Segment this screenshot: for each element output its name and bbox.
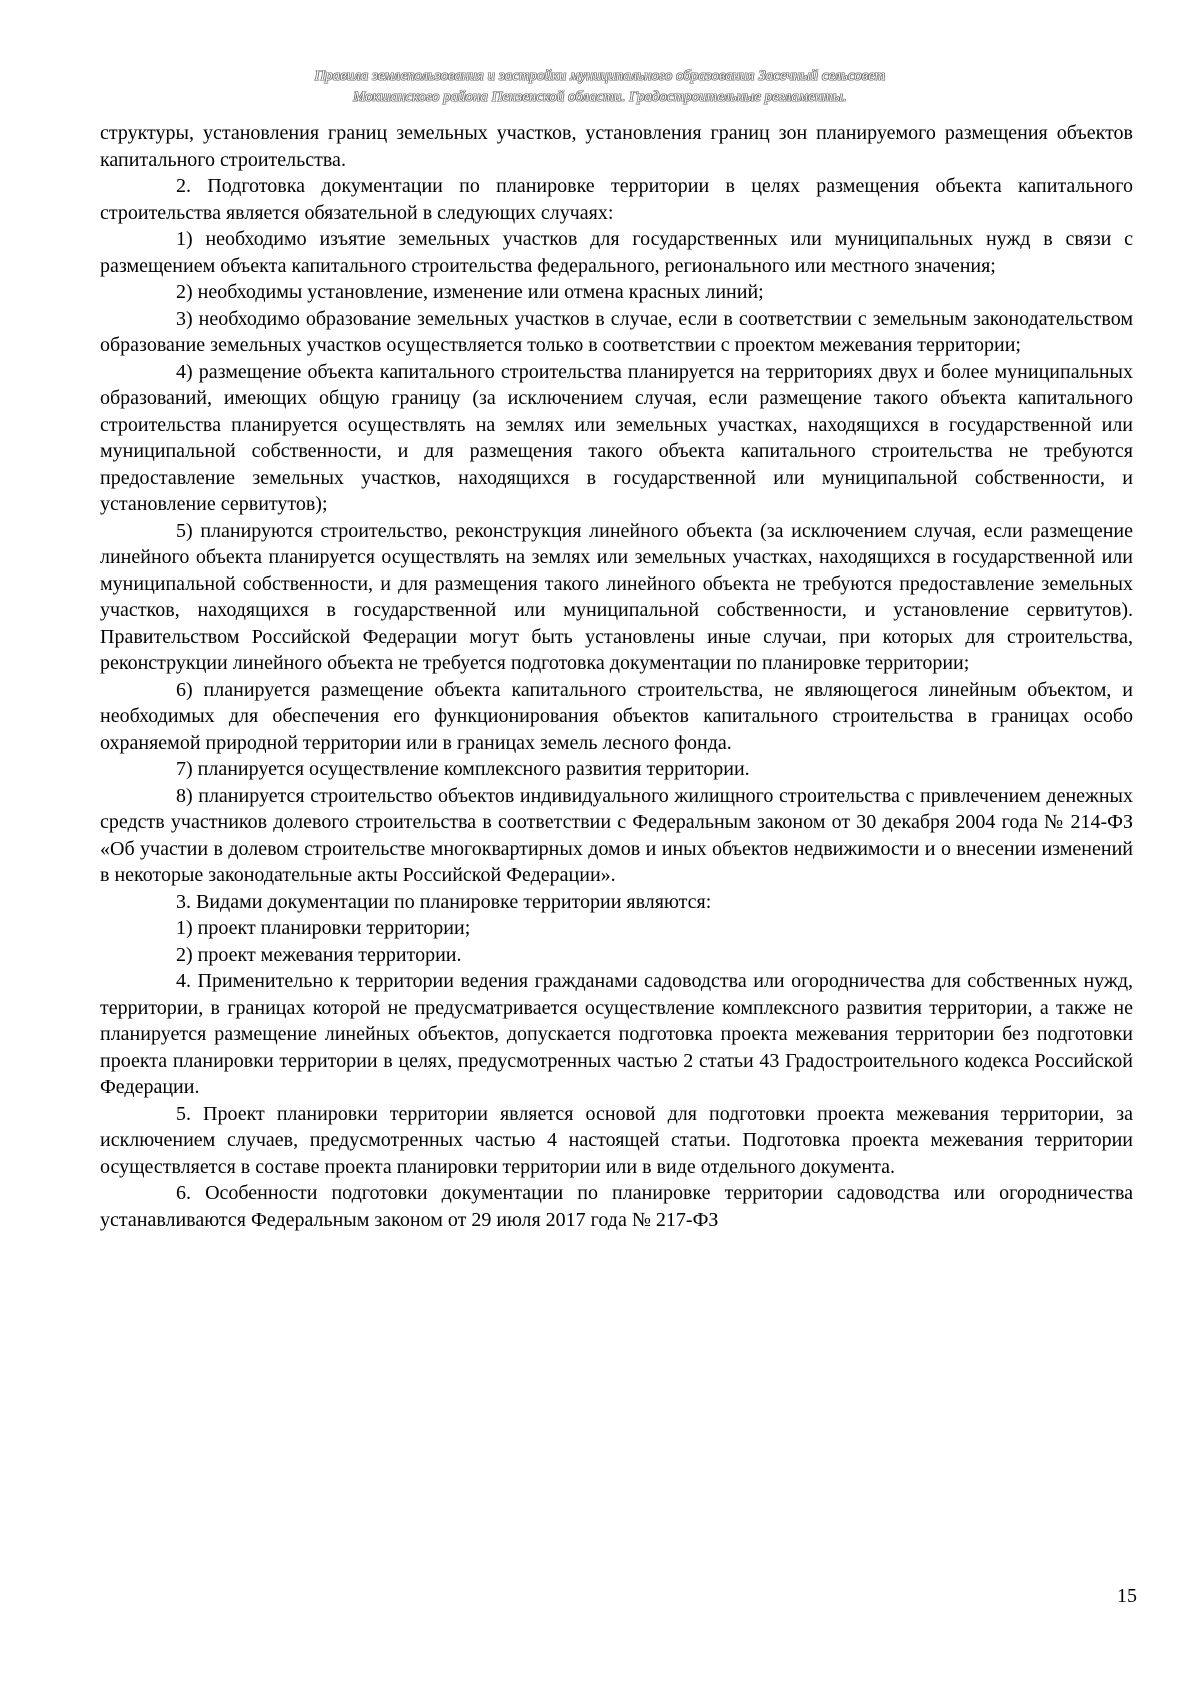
header-line-2: Мокшанского района Пензенской области. Градостроительные регламенты. (353, 89, 847, 105)
header-line-1: Правила землепользования и застройки муниципального образования Засечный сельсовет (314, 68, 886, 84)
paragraph: 1) проект планировки территории; (176, 917, 471, 939)
paragraph: 8) планируется строительство объектов индивидуального жилищного строительства с привлечением денежных средств участников долевого строительства в соответствии с Федеральным законом от 30 декабря 2004 года № 214-ФЗ «Об участии в долевом строительстве многоквартирных домов и иных объектов недвижимости и о внесении изменений в некоторые законодательные акты Российской Федерации». (100, 784, 1133, 886)
page-number: 15 (1117, 1585, 1137, 1607)
paragraph: 2) проект межевания территории. (176, 943, 462, 966)
paragraph: 5) планируются строительство, реконструкция линейного объекта (за исключением случая, если размещение линейного объекта планируется осуществлять на землях или земельных участках, находящихся в государственной или муниципальной собственности, и для размещения такого линейного объекта не требуются предоставление земельных участков, находящихся в государственной или муниципальной собственности, и установление сервитутов). Правительством Российской Федерации могут быть установлены иные случаи, при которых для строительства, реконструкции линейного объекта не требуется подготовка документации по планировке территории; (100, 519, 1133, 674)
paragraph: 7) планируется осуществление комплексного развития территории. (176, 758, 750, 780)
paragraph: 3) необходимо образование земельных участков в случае, если в соответствии с земельным законодательством образование земельных участков осуществляется только в соответствии с проектом межевания территории; (100, 307, 1133, 356)
paragraph: 3. Видами документации по планировке территории являются: (176, 890, 712, 913)
document-body (100, 120, 1133, 1233)
paragraph: 4) размещение объекта капитального строительства планируется на территориях двух и более муниципальных образований, имеющих общую границу (за исключением случая, если размещение такого объекта капитального строительства планируется осуществлять на землях или земельных участках, находящихся в государственной или муниципальной собственности, и для размещения такого объекта капитального строительства не требуются предоставление земельных участков, находящихся в государственной или муниципальной собственности, и установление сервитутов); (100, 360, 1133, 515)
running-header (160, 66, 1040, 108)
paragraph: 6. Особенности подготовки документации по планировке территории садоводства или огородничества устанавливаются Федеральным законом от 29 июля 2017 года № 217-ФЗ (100, 1182, 1133, 1231)
paragraph: 6) планируется размещение объекта капитального строительства, не являющегося линейным объектом, и необходимых для обеспечения его функционирования объектов капитального строительства в границах особо охраняемой природной территории или в границах земель лесного фонда. (100, 678, 1133, 754)
paragraph: 4. Применительно к территории ведения гражданами садоводства или огородничества для собственных нужд, территории, в границах которой не предусматривается осуществление комплексного развития территории, а также не планируется размещение линейных объектов, допускается подготовка проекта межевания территории без подготовки проекта планировки территории в целях, предусмотренных частью 2 статьи 43 Градостроительного кодекса Российской Федерации. (100, 970, 1133, 1098)
paragraph: 5. Проект планировки территории является основой для подготовки проекта межевания территории, за исключением случаев, предусмотренных частью 4 настоящей статьи. Подготовка проекта межевания территории осуществляется в составе проекта планировки территории или в виде отдельного документа. (100, 1102, 1133, 1178)
paragraph: 2) необходимы установление, изменение или отмена красных линий; (176, 281, 764, 303)
paragraph: 2. Подготовка документации по планировке территории в целях размещения объекта капитального строительства является обязательной в следующих случаях: (100, 175, 1133, 224)
paragraph: 1) необходимо изъятие земельных участков для государственных или муниципальных нужд в связи с размещением объекта капитального строительства федерального, регионального или местного значения; (100, 228, 1133, 277)
paragraph: структуры, установления границ земельных участков, установления границ зон планируемого размещения объектов капитального строительства. (100, 122, 1133, 171)
